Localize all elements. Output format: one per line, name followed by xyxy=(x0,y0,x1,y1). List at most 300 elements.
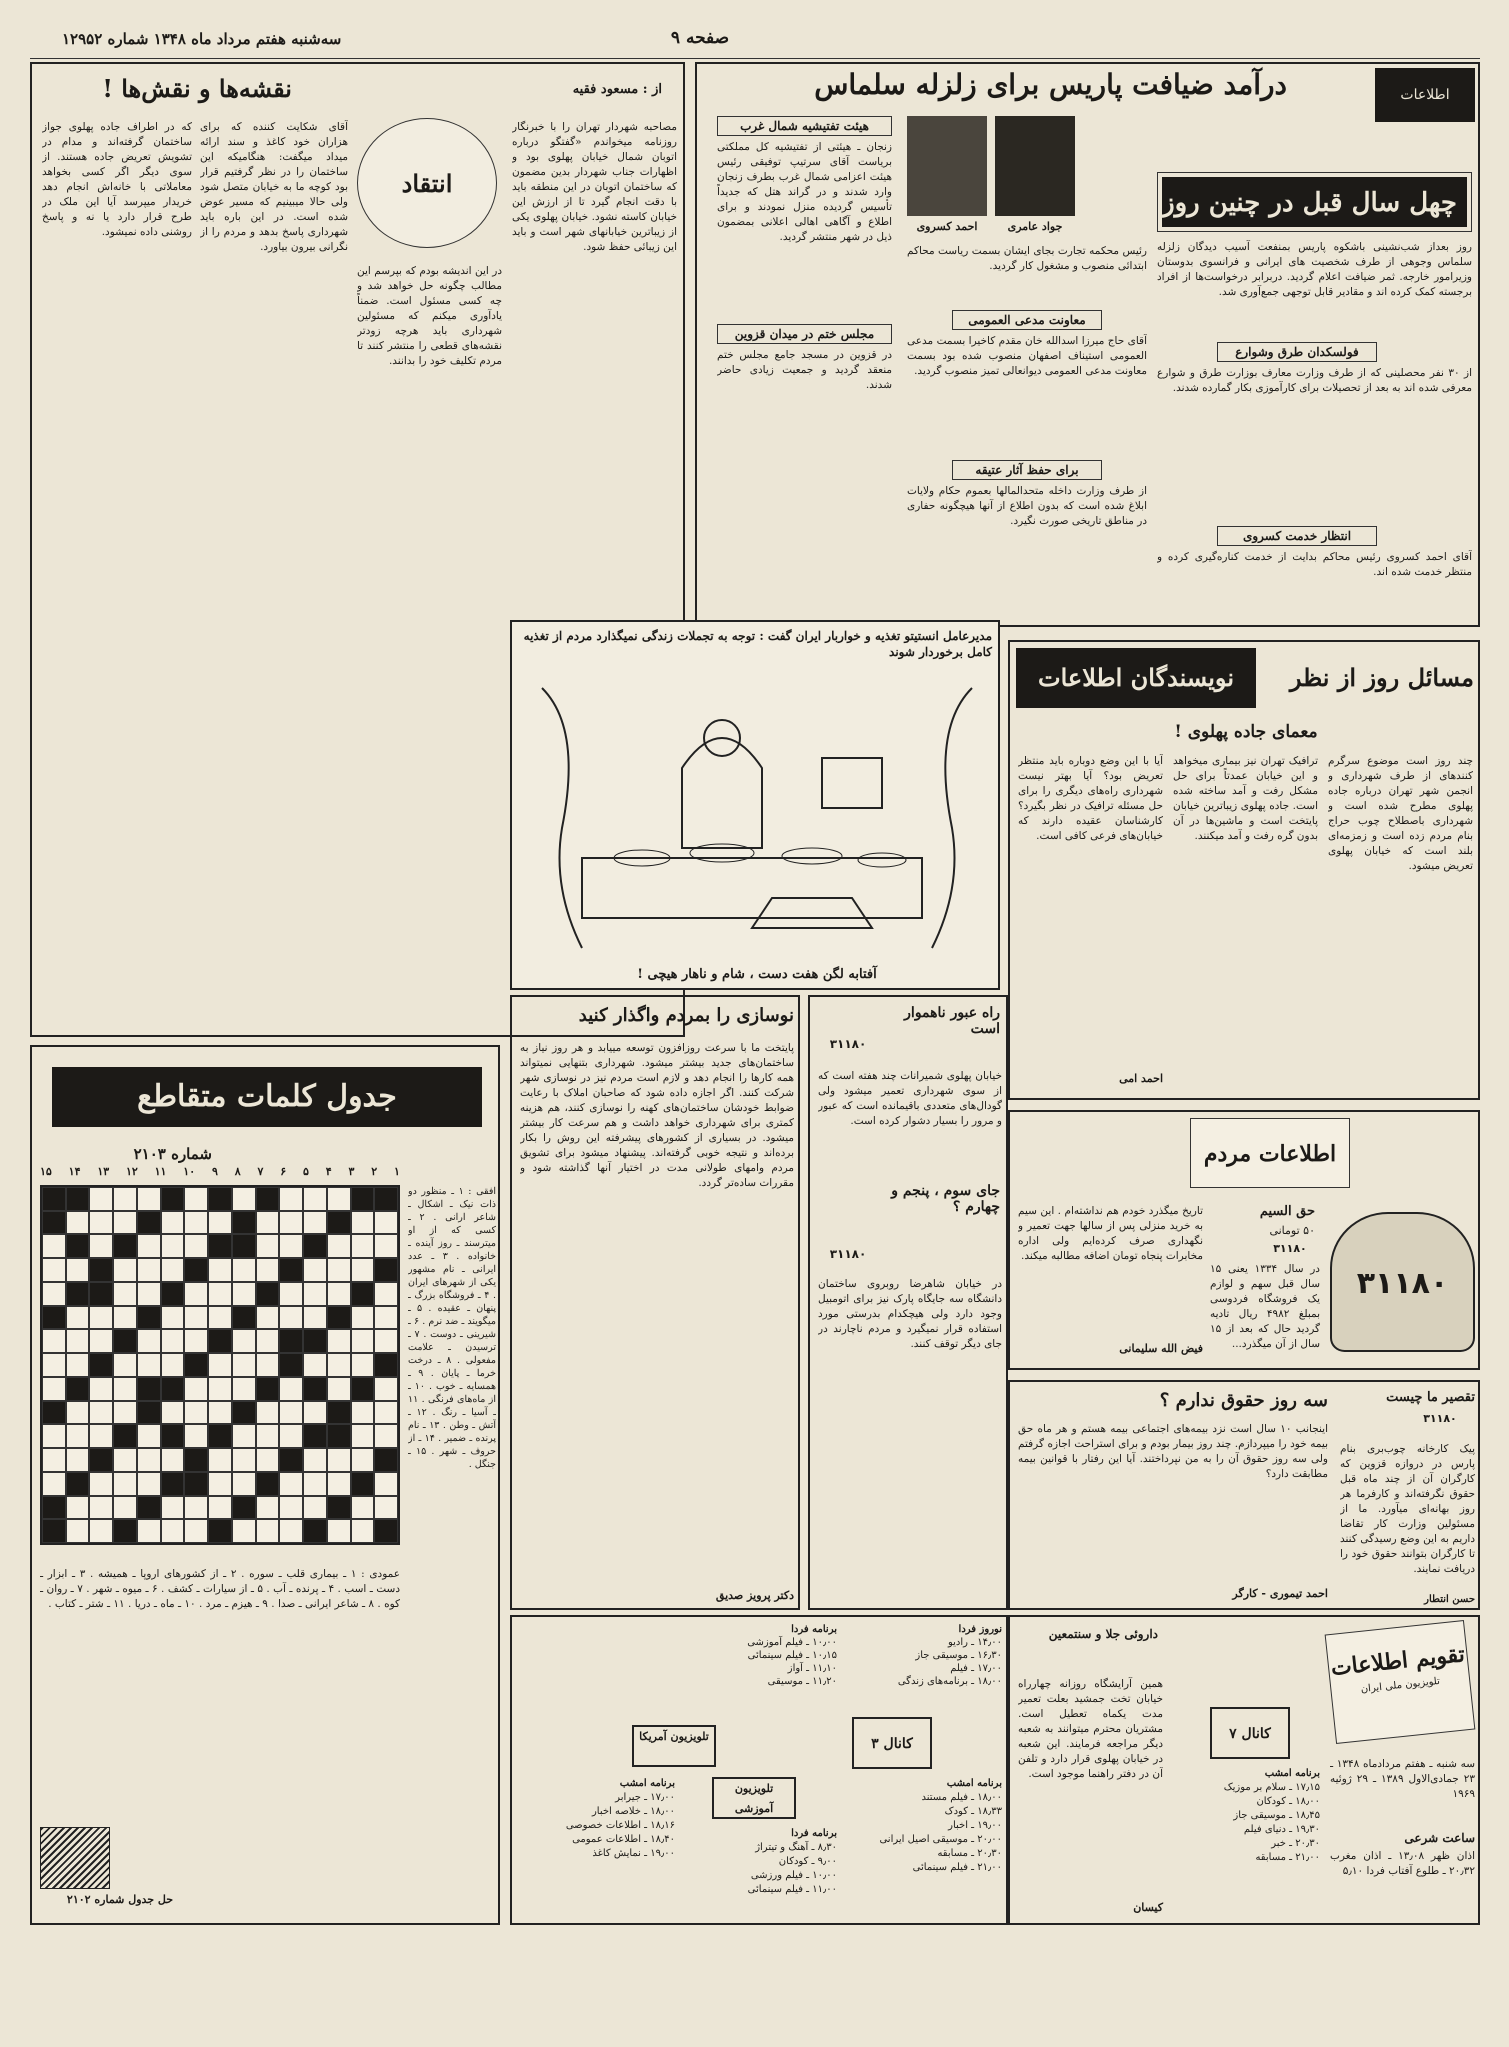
crossword-cell[interactable] xyxy=(208,1448,232,1472)
photo-ahmad xyxy=(907,116,987,216)
crossword-cell[interactable] xyxy=(327,1448,351,1472)
crossword-cell[interactable] xyxy=(184,1187,208,1211)
naghsheha-author: از : مسعود فقیه xyxy=(572,82,662,97)
crossword-cell[interactable] xyxy=(208,1353,232,1377)
issue-line: سه‌شنبه هفتم مرداد ماه ۱۳۴۸ شماره ۱۲۹۵۲ xyxy=(62,30,342,48)
crossword-cell[interactable] xyxy=(137,1234,161,1258)
crossword-cell[interactable] xyxy=(256,1234,280,1258)
crossword-cell[interactable] xyxy=(374,1306,398,1330)
crossword-cell[interactable] xyxy=(351,1519,375,1543)
radio2-list xyxy=(842,1623,1002,1713)
crossword-cell[interactable] xyxy=(279,1187,303,1211)
crossword-col-number: ۴ xyxy=(325,1165,332,1178)
crossword-cell[interactable] xyxy=(137,1519,161,1543)
crossword-block xyxy=(279,1258,303,1282)
enteghad-label: انتقاد xyxy=(401,169,453,198)
crossword-cell[interactable] xyxy=(184,1329,208,1353)
crossword-block xyxy=(327,1401,351,1425)
taghvim-owghat: ساعت شرعی xyxy=(1404,1831,1475,1845)
program-item: ۲۰٫۰۰ ـ موسیقی اصیل ایرانی xyxy=(879,1834,1002,1845)
crossword-col-number: ۹ xyxy=(211,1165,218,1178)
crossword-block xyxy=(303,1519,327,1543)
crossword-block xyxy=(256,1472,280,1496)
majles-head: مجلس ختم در میدان قزوین xyxy=(717,324,892,344)
forty-years-banner xyxy=(1157,172,1472,232)
crossword-cell[interactable] xyxy=(279,1496,303,1520)
crossword-cell[interactable] xyxy=(66,1258,90,1282)
crossword-cell[interactable] xyxy=(351,1258,375,1282)
masael-banner-light: مسائل روز از نظر xyxy=(1289,663,1474,692)
crossword-cell[interactable] xyxy=(184,1519,208,1543)
crossword-block xyxy=(327,1496,351,1520)
program-item: ۱۹٫۰۰ ـ نمایش کاغذ xyxy=(592,1848,675,1859)
crossword-block xyxy=(303,1234,327,1258)
crossword-col-number: ۱ xyxy=(393,1165,400,1178)
darooii-body: همین آرایشگاه روزانه چهارراه خیابان تخت جمشید بعلت تعمیر مدت یکماه تعطیل است. مشتریان محترم میتوانند به شعبه دیگر مراجعه فرمایند. این شعبه در خیابان پهلوی قرار دارد و تلفن آن در دفتر راهنما موجود است. xyxy=(1018,1678,1163,1780)
taghvim-title: تقویم اطلاعات xyxy=(1329,1641,1466,1682)
crossword-block xyxy=(66,1187,90,1211)
crossword-cell[interactable] xyxy=(161,1353,185,1377)
crossword-col-number: ۷ xyxy=(257,1165,264,1178)
crossword-cell[interactable] xyxy=(89,1377,113,1401)
crossword-cell[interactable] xyxy=(208,1211,232,1235)
crossword-cell[interactable] xyxy=(374,1496,398,1520)
enteghad-box xyxy=(357,118,497,248)
taghsir-body: پیک کارخانه چوب‌بری بنام پارس در دروازه قزوین که کارگران آن از چند ماه قبل حقوق نگرفته‌اند و کارفرما هر روز بهانه‌ای میآورد. ما از مسئولین وزارت کار تقاضا داریم به این وضع رسیدگی کنند تا کارگران بتوانند حقوق خود را دریافت نمایند. xyxy=(1340,1443,1475,1575)
program-item: ۱۸٫۰۰ ـ فیلم مستند xyxy=(921,1792,1002,1803)
photo-caption-ahmad: احمد کسروی xyxy=(916,220,978,233)
crossword-cell[interactable] xyxy=(279,1282,303,1306)
program-item: ۱۸٫۰۰ ـ برنامه‌های زندگی xyxy=(897,1676,1002,1687)
program-item: نوروز فردا xyxy=(958,1624,1002,1635)
program-item: ۱۷٫۰۰ ـ فیلم xyxy=(950,1663,1002,1674)
crossword-cell[interactable] xyxy=(42,1448,66,1472)
crossword-cell[interactable] xyxy=(113,1401,137,1425)
crossword-cell[interactable] xyxy=(113,1187,137,1211)
crossword-cell[interactable] xyxy=(137,1353,161,1377)
crossword-cell[interactable] xyxy=(327,1258,351,1282)
crossword-cell[interactable] xyxy=(113,1448,137,1472)
crossword-cell[interactable] xyxy=(256,1258,280,1282)
crossword-cell[interactable] xyxy=(184,1234,208,1258)
program-item: ۲۰٫۳۰ ـ مسابقه xyxy=(937,1848,1002,1859)
program-item: ۱۸٫۴۰ ـ اطلاعات عمومی xyxy=(572,1834,675,1845)
crossword-cell[interactable] xyxy=(184,1496,208,1520)
haghol-phone: ۳۱۱۸۰ xyxy=(1273,1242,1307,1255)
crossword-cell[interactable] xyxy=(113,1353,137,1377)
crossword-cell[interactable] xyxy=(89,1424,113,1448)
crossword-vertical: عمودی : ۱ ـ بیماری قلب ـ سوره . ۲ ـ از کشورهای اروپا ـ همیشه . ۳ ـ ابزار ـ دست ـ اسب . ۴ ـ پرنده ـ آب . ۵ ـ از سیارات ـ کشف . ۶ ـ میوه ـ شهر . ۷ ـ روان ـ کوه . ۸ ـ شاعر ایرانی ـ صدا . ۹ ـ هیزم ـ مرد . ۱۰ ـ ماه ـ دریا . ۱۱ ـ شتر ـ کتاب . xyxy=(40,1568,400,1610)
program-item: ۲۱٫۰۰ ـ مسابقه xyxy=(1255,1852,1320,1863)
body-tejarat: رئیس محکمه تجارت بجای ایشان بسمت ریاست محاکم ابتدائی منصوب و مشغول کار گردید. xyxy=(907,245,1147,272)
crossword-cell[interactable] xyxy=(89,1211,113,1235)
crossword-cell[interactable] xyxy=(232,1187,256,1211)
moavenat-head: معاونت مدعی العمومی xyxy=(952,310,1102,330)
rah-column xyxy=(808,995,1008,1610)
crossword-cell[interactable] xyxy=(208,1306,232,1330)
crossword-title: جدول کلمات متقاطع xyxy=(52,1067,482,1127)
crossword-cell[interactable] xyxy=(374,1282,398,1306)
khedmat-body: آقای احمد کسروی رئیس محاکم بدایت از خدمت کناره‌گیری کرده و منتظر خدمت شده اند. xyxy=(1157,551,1472,578)
crossword-block xyxy=(327,1306,351,1330)
photo-caption-javad: جواد عامری xyxy=(1007,220,1063,233)
crossword-cell[interactable] xyxy=(184,1211,208,1235)
crossword-cell[interactable] xyxy=(351,1401,375,1425)
crossword-cell[interactable] xyxy=(113,1211,137,1235)
crossword-cell[interactable] xyxy=(327,1353,351,1377)
crossword-cell[interactable] xyxy=(66,1448,90,1472)
crossword-cell[interactable] xyxy=(232,1472,256,1496)
inspect-body: زنجان ـ هیئتی از تفتیشیه کل مملکتی بریاست آقای سرتیپ توفیقی رئیس هیئت اعزامی شمال غرب بطرف زنجان وارد شدند و در گراند هتل که جدیداً تأسیس گردیده منزل نمودند و برای اطلاع و آگاهی اهالی اعلانی بمضمون ذیل در شهر منتشر گردید. xyxy=(717,141,892,243)
crossword-cell[interactable] xyxy=(279,1519,303,1543)
crossword-cell[interactable] xyxy=(303,1401,327,1425)
darooii-title: داروئی جلا و سنتمعین xyxy=(1048,1627,1158,1641)
crossword-block xyxy=(232,1211,256,1235)
crossword-cell[interactable] xyxy=(208,1258,232,1282)
crossword-cell[interactable] xyxy=(208,1472,232,1496)
cartoon-drawing xyxy=(522,668,992,958)
crossword-cell[interactable] xyxy=(351,1496,375,1520)
crossword-block xyxy=(351,1282,375,1306)
crossword-cell[interactable] xyxy=(184,1306,208,1330)
crossword-cell[interactable] xyxy=(232,1258,256,1282)
crossword-block xyxy=(279,1329,303,1353)
crossword-block xyxy=(184,1448,208,1472)
crossword-cell[interactable] xyxy=(351,1353,375,1377)
crossword-block xyxy=(232,1401,256,1425)
taghvim-owghat-body: اذان ظهر ۱۳٫۰۸ ـ اذان مغرب ۲۰٫۳۲ ـ طلوع آفتاب فردا ۵٫۱۰ xyxy=(1330,1850,1475,1877)
crossword-cell[interactable] xyxy=(89,1187,113,1211)
radio-list xyxy=(677,1623,837,1723)
crossword-cell[interactable] xyxy=(113,1258,137,1282)
crossword-cell[interactable] xyxy=(279,1401,303,1425)
crossword-cell[interactable] xyxy=(42,1377,66,1401)
masael-col1: آیا با این وضع دوباره باید منتظر تعریض بود؟ آیا بهتر نیست شهرداری راه‌های دیگری را برای حل مسئله ترافیک در نظر بگیرد؟ کارشناسان عقیده دارند که خیابان‌های فرعی کافی است. xyxy=(1018,755,1163,842)
crossword-cell[interactable] xyxy=(161,1401,185,1425)
page-label: صفحه ۹ xyxy=(670,28,730,48)
paris-headline: درآمد ضیافت پاریس برای زلزله سلماس xyxy=(814,68,1287,101)
crossword-block xyxy=(184,1258,208,1282)
crossword-cell[interactable] xyxy=(161,1258,185,1282)
crossword-cell[interactable] xyxy=(303,1353,327,1377)
crossword-block xyxy=(137,1377,161,1401)
paris-body: روز بعداز شب‌نشینی باشکوه پاریس بمنفعت آسیب دیدگان زلزله سلماس وجوهی از طرف شخصیت های ایرانی و فرانسوی بدوستان وزیرامور خارجه. ثمر‌ ضیافت اعلام گردید. دربرابر درخواست‌ها از افراد برجسته کمک کرده اند و مقادیر قابل توجهی جمع‌آوری شد. xyxy=(1157,241,1472,298)
crossword-cell[interactable] xyxy=(256,1519,280,1543)
crossword-cell[interactable] xyxy=(303,1472,327,1496)
program-item: ۱۸٫۱۶ ـ اطلاعات خصوصی xyxy=(565,1820,675,1831)
crossword-cell[interactable] xyxy=(42,1234,66,1258)
crossword-cell[interactable] xyxy=(137,1282,161,1306)
program-item: ۲۰٫۳۰ ـ خبر xyxy=(1271,1838,1320,1849)
crossword-cell[interactable] xyxy=(66,1329,90,1353)
crossword-cell[interactable] xyxy=(351,1329,375,1353)
crossword-cell[interactable] xyxy=(161,1448,185,1472)
crossword-cell[interactable] xyxy=(42,1282,66,1306)
crossword-cell[interactable] xyxy=(327,1329,351,1353)
crossword-cell[interactable] xyxy=(279,1306,303,1330)
crossword-cell[interactable] xyxy=(137,1424,161,1448)
program-item: ۱۰٫۰۰ ـ فیلم ورزشی xyxy=(750,1870,837,1881)
crossword-block xyxy=(42,1211,66,1235)
crossword-cell[interactable] xyxy=(327,1282,351,1306)
program-item: ۱۸٫۳۳ ـ کودک xyxy=(944,1806,1002,1817)
crossword-cell[interactable] xyxy=(351,1234,375,1258)
crossword-cell[interactable] xyxy=(89,1472,113,1496)
crossword-cell[interactable] xyxy=(351,1424,375,1448)
crossword-answer-title: حل جدول شماره ۲۱۰۲ xyxy=(66,1893,174,1906)
crossword-block xyxy=(66,1282,90,1306)
crossword-block xyxy=(161,1377,185,1401)
program-item: برنامه امشب xyxy=(946,1778,1002,1789)
crossword-block xyxy=(113,1329,137,1353)
crossword-cell[interactable] xyxy=(66,1211,90,1235)
crossword-cell[interactable] xyxy=(66,1306,90,1330)
crossword-cell[interactable] xyxy=(232,1282,256,1306)
crossword-cell[interactable] xyxy=(374,1234,398,1258)
crossword-block xyxy=(42,1496,66,1520)
nosazi-body: پایتخت ما با سرعت روزافزون توسعه مییابد و هر روز نیاز به ساختمان‌های جدید بیشتر میشود. شهرداری بتنهایی نمیتواند همه کارها را انجام دهد و لازم است مردم نیز در نوسازی شهر شرکت کنند. اگر اجازه داده شود که صاحبان املاک با رعایت ضوابط خودشان ساختمان‌های کهنه را نوسازی کنند، هم هزینه کمتری برای شهرداری خواهد داشت و هم سرعت کار بیشتر میشود. در بسیاری از کشورهای پیشرفته این روش را بکار برده‌اند و نتیجه خوبی گرفته‌اند. پیشنهاد میشود برای تشویق مردم وامهای طولانی مدت در اختیار آنها گذاشته شود و مقررات ساده‌تر گردد. xyxy=(520,1042,794,1189)
program-item: ۱۶٫۳۰ ـ موسیقی جاز xyxy=(915,1650,1002,1661)
crossword-cell[interactable] xyxy=(351,1306,375,1330)
crossword-cell[interactable] xyxy=(184,1401,208,1425)
nosazi-article xyxy=(510,995,800,1610)
crossword-cell[interactable] xyxy=(279,1234,303,1258)
crossword-cell[interactable] xyxy=(256,1496,280,1520)
crossword-block xyxy=(374,1353,398,1377)
program-item: ۲۱٫۰۰ ـ فیلم سینمائی xyxy=(912,1862,1002,1873)
crossword-cell[interactable] xyxy=(232,1519,256,1543)
crossword-block xyxy=(374,1448,398,1472)
crossword-cell[interactable] xyxy=(256,1424,280,1448)
program-item: ۱۱٫۱۰ ـ آواز xyxy=(787,1663,837,1674)
crossword-cell[interactable] xyxy=(137,1329,161,1353)
crossword-cell[interactable] xyxy=(137,1472,161,1496)
crossword-cell[interactable] xyxy=(113,1496,137,1520)
crossword-block xyxy=(137,1211,161,1235)
crossword-cell[interactable] xyxy=(42,1472,66,1496)
crossword-col-number: ۵ xyxy=(302,1165,309,1178)
crossword-cell[interactable] xyxy=(232,1353,256,1377)
crossword-block xyxy=(374,1519,398,1543)
crossword-cell[interactable] xyxy=(256,1211,280,1235)
crossword-cell[interactable] xyxy=(351,1211,375,1235)
crossword-cell[interactable] xyxy=(113,1306,137,1330)
crossword-block xyxy=(256,1377,280,1401)
crossword-cell[interactable] xyxy=(184,1377,208,1401)
tv-ch7-logo: کانال ۷ xyxy=(1210,1707,1290,1759)
crossword-block xyxy=(89,1282,113,1306)
crossword-cell[interactable] xyxy=(256,1329,280,1353)
crossword-cell[interactable] xyxy=(374,1472,398,1496)
program-item: برنامه فردا xyxy=(791,1828,837,1839)
crossword-block xyxy=(208,1234,232,1258)
crossword-cell[interactable] xyxy=(256,1448,280,1472)
tv-section xyxy=(510,1615,1008,1925)
crossword-cell[interactable] xyxy=(232,1448,256,1472)
crossword-block xyxy=(184,1353,208,1377)
crossword-cell[interactable] xyxy=(89,1234,113,1258)
crossword-cell[interactable] xyxy=(303,1187,327,1211)
crossword-cell[interactable] xyxy=(89,1519,113,1543)
program-item: ۸٫۳۰ ـ آهنگ و تیتراژ xyxy=(755,1842,837,1853)
crossword-cell[interactable] xyxy=(374,1329,398,1353)
nosazi-author: دکتر پرویز صدیق xyxy=(715,1589,794,1602)
rah-title1: راه عبور ناهموار است xyxy=(904,1005,1000,1037)
naghsheha-col4: مصاحبه شهردار تهران را با خبرنگار روزنامه میخواندم «گفتگو درباره اتوبان شمال خیابان پهلوی بود و اظهارات جناب شهردار بدین مضمون که ساختمان اتوبان در این منطقه باید با دقت انجام گیرد تا از ارزش این خیابان کاسته نشود. خیابان پهلوی یکی از زیباترین خیابانهای شهر است و باید این زیبائی حفظ شود. xyxy=(512,121,677,253)
crossword-block xyxy=(351,1377,375,1401)
program-item: ۱۴٫۰۰ ـ رادیو xyxy=(947,1637,1002,1648)
crossword-cell[interactable] xyxy=(137,1258,161,1282)
cartoon-box xyxy=(510,620,1000,990)
crossword-cell[interactable] xyxy=(303,1282,327,1306)
crossword-block xyxy=(113,1519,137,1543)
crossword-block xyxy=(161,1282,185,1306)
crossword-block xyxy=(89,1353,113,1377)
masael-banner-dark: نویسندگان اطلاعات xyxy=(1016,648,1256,708)
crossword-block xyxy=(374,1258,398,1282)
crossword-cell[interactable] xyxy=(303,1306,327,1330)
crossword-cell[interactable] xyxy=(327,1234,351,1258)
crossword-cell[interactable] xyxy=(208,1401,232,1425)
masael-banner xyxy=(1016,648,1474,708)
crossword-cell[interactable] xyxy=(66,1353,90,1377)
crossword-cell[interactable] xyxy=(374,1211,398,1235)
crossword-block xyxy=(89,1258,113,1282)
amoozeshi-list xyxy=(682,1827,837,1917)
paris-article xyxy=(695,62,1480,627)
crossword-block xyxy=(208,1519,232,1543)
fuls-head: فولسکدان طرق وشوارع xyxy=(1217,342,1377,362)
crossword-cell[interactable] xyxy=(232,1329,256,1353)
crossword-cell[interactable] xyxy=(66,1496,90,1520)
crossword-cell[interactable] xyxy=(303,1258,327,1282)
tv-ch3-logo: کانال ۳ xyxy=(852,1717,932,1769)
crossword-block xyxy=(232,1234,256,1258)
taghvim-logo xyxy=(1325,1620,1476,1744)
crossword-block xyxy=(256,1282,280,1306)
rah-body1: خیابان پهلوی شمیرانات چند هفته است که از سوی شهرداری تعمیر میشود ولی گودال‌های متعددی باقیمانده است که عبور و مرور را بسیار دشوار کرده است. xyxy=(818,1070,1002,1127)
crossword-cell[interactable] xyxy=(161,1329,185,1353)
crossword-block xyxy=(232,1306,256,1330)
cartoon-caption-bottom: آفتابه لگن هفت دست ، شام و ناهار هیچی ! xyxy=(637,967,877,982)
crossword-cell[interactable] xyxy=(208,1377,232,1401)
naghsheha-col1: که در اطراف جاده پهلوی جواز ساختمان گرفته‌اند و مدام در تشویش تعریض جاده هستند. از سوی دیگر اگر کسی بخواهد معاملاتی با خانه‌اش انجام دهد خریدار میپرسد آیا این ملک در طرح قرار دارد یا نه و پاسخ روشنی داده نمیشود. xyxy=(42,121,192,238)
crossword-col-number: ۳ xyxy=(348,1165,355,1178)
crossword-block xyxy=(208,1424,232,1448)
naghsheha-title: نقشه‌ها و نقش‌ها ! xyxy=(102,74,292,103)
crossword-cell[interactable] xyxy=(161,1496,185,1520)
crossword-cell[interactable] xyxy=(256,1401,280,1425)
crossword-cell[interactable] xyxy=(66,1519,90,1543)
masael-col2: ترافیک تهران نیز بیماری میخواهد و این خیابان عمدتاً برای حل مشکل رفت و آمد ساخته شده است. جاده پهلوی زیباترین خیابان پایتخت است و ماشین‌ها در آن بدون گره رفت و آمد میکنند. xyxy=(1173,755,1318,842)
crossword-cell[interactable] xyxy=(232,1424,256,1448)
crossword-cell[interactable] xyxy=(184,1282,208,1306)
crossword-cell[interactable] xyxy=(137,1187,161,1211)
crossword-cell[interactable] xyxy=(303,1496,327,1520)
atigheh-head: برای حفظ آثار عتیقه xyxy=(952,460,1102,480)
taghsir-author: حسن انتطار xyxy=(1424,1594,1475,1605)
crossword-cell[interactable] xyxy=(303,1211,327,1235)
crossword-cell[interactable] xyxy=(279,1377,303,1401)
crossword-cell[interactable] xyxy=(327,1519,351,1543)
crossword-cell[interactable] xyxy=(208,1282,232,1306)
crossword-cell[interactable] xyxy=(42,1353,66,1377)
crossword-col-number: ۱۰ xyxy=(183,1165,196,1178)
crossword-cell[interactable] xyxy=(89,1306,113,1330)
crossword-cell[interactable] xyxy=(89,1401,113,1425)
program-item: ۱۷٫۱۵ ـ سلام بر موزیک xyxy=(1223,1782,1320,1793)
crossword-cell[interactable] xyxy=(256,1353,280,1377)
crossword-cell[interactable] xyxy=(161,1211,185,1235)
atigheh-body: از طرف وزارت داخله متحدالمالها بعموم حکام ولایات ابلاغ شده است که بدون اطلاع از آنها هیچگونه حفاری در مناطق تاریخی صورت نگیرد. xyxy=(907,485,1147,527)
crossword-block xyxy=(89,1448,113,1472)
crossword-cell[interactable] xyxy=(279,1424,303,1448)
inspect-head: هیئت تفتیشیه شمال غرب xyxy=(717,116,892,136)
crossword-cell[interactable] xyxy=(279,1211,303,1235)
crossword-cell[interactable] xyxy=(208,1496,232,1520)
crossword-cell[interactable] xyxy=(66,1401,90,1425)
crossword-cell[interactable] xyxy=(113,1472,137,1496)
crossword-col-number: ۱۴ xyxy=(68,1165,81,1178)
crossword-cell[interactable] xyxy=(89,1329,113,1353)
crossword-cell[interactable] xyxy=(327,1377,351,1401)
program-item: ۱۹٫۰۰ ـ اخبار xyxy=(948,1820,1002,1831)
crossword-cell[interactable] xyxy=(327,1472,351,1496)
crossword-cell[interactable] xyxy=(42,1258,66,1282)
crossword-cell[interactable] xyxy=(161,1234,185,1258)
crossword-block xyxy=(256,1187,280,1211)
masael-author: احمد امی xyxy=(1119,1072,1163,1085)
program-item: برنامه امشب xyxy=(619,1778,675,1789)
crossword-cell[interactable] xyxy=(66,1424,90,1448)
crossword-cell[interactable] xyxy=(42,1329,66,1353)
program-item: ۱۱٫۰۰ ـ فیلم سینمائی xyxy=(747,1884,837,1895)
crossword-cell[interactable] xyxy=(327,1187,351,1211)
crossword-cell[interactable] xyxy=(137,1448,161,1472)
header-rule xyxy=(30,58,1480,59)
crossword-cell[interactable] xyxy=(184,1424,208,1448)
crossword-cell[interactable] xyxy=(113,1282,137,1306)
crossword-block xyxy=(232,1496,256,1520)
crossword-cell[interactable] xyxy=(303,1448,327,1472)
crossword-cell[interactable] xyxy=(279,1472,303,1496)
crossword-cell[interactable] xyxy=(161,1519,185,1543)
crossword-cell[interactable] xyxy=(113,1377,137,1401)
crossword-cell[interactable] xyxy=(89,1496,113,1520)
photo-javad xyxy=(995,116,1075,216)
crossword-block xyxy=(137,1496,161,1520)
crossword-cell[interactable] xyxy=(374,1401,398,1425)
crossword-block xyxy=(137,1306,161,1330)
crossword-number: شماره ۲۱۰۳ xyxy=(133,1145,212,1163)
haghogh-author: احمد تیموری - کارگر xyxy=(1232,1587,1328,1600)
khedmat-head: انتظار خدمت کسروی xyxy=(1217,526,1377,546)
program-item: برنامه امشب xyxy=(1264,1768,1320,1779)
crossword-cell[interactable] xyxy=(161,1306,185,1330)
crossword-block xyxy=(161,1187,185,1211)
ettelaat-mardom xyxy=(1008,1110,1480,1370)
america-list xyxy=(520,1777,675,1917)
crossword-cell[interactable] xyxy=(351,1448,375,1472)
crossword-cell[interactable] xyxy=(256,1306,280,1330)
crossword-cell[interactable] xyxy=(42,1424,66,1448)
crossword-block xyxy=(279,1353,303,1377)
rah-phone2: ۳۱۱۸۰ xyxy=(829,1247,867,1261)
crossword-cell[interactable] xyxy=(232,1377,256,1401)
crossword-cell[interactable] xyxy=(374,1424,398,1448)
nosazi-title: نوسازی را بمردم واگذار کنید xyxy=(578,1005,794,1026)
crossword-cell[interactable] xyxy=(374,1377,398,1401)
